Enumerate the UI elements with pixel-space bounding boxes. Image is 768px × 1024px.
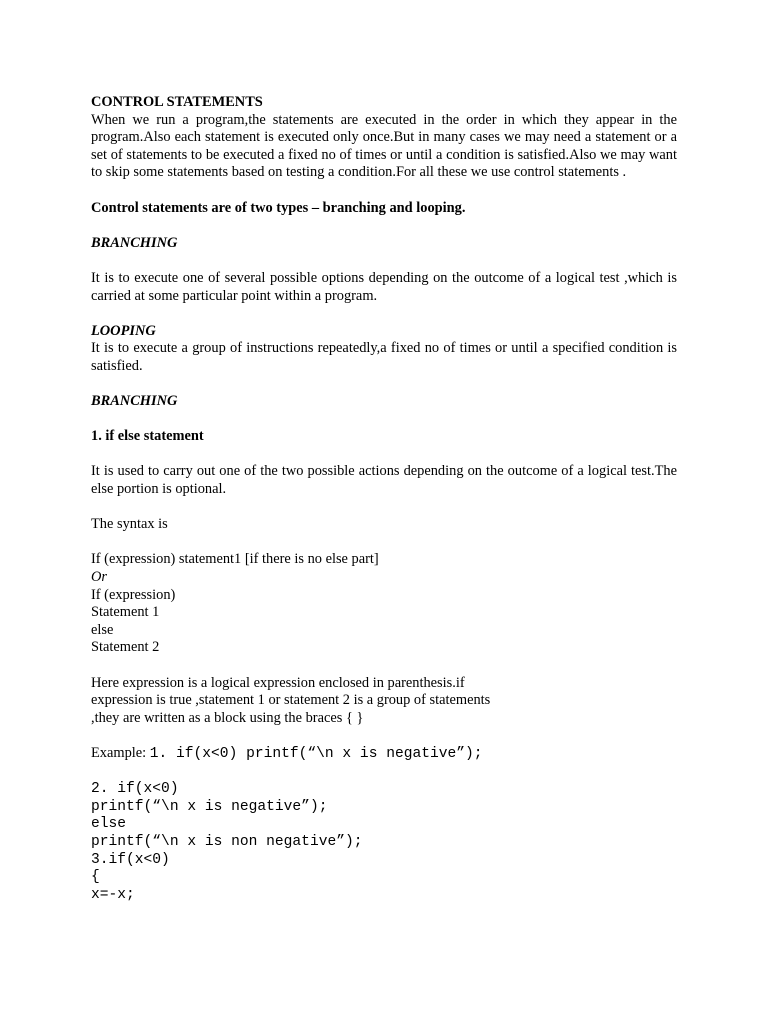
explanation-line-1: Here expression is a logical expression enclosed in parenthesis.if [91,674,465,691]
example-2-line-1: 2. if(x<0) [91,781,179,798]
example-1-code: 1. if(x<0) printf(“\n x is negative”); [149,745,483,762]
example-2-line-4: printf(“\n x is non negative”); [91,833,363,850]
example-3-line-3: x=-x; [91,886,135,903]
looping-paragraph: It is to execute a group of instructions repeatedly,a fixed no of times or until a specified condition is satisfied. [91,340,677,374]
syntax-or: Or [91,569,107,586]
syntax-line-2: If (expression) [91,586,176,603]
example-3-line-1: 3.if(x<0) [91,851,170,868]
syntax-intro: The syntax is [91,516,168,533]
document-title: CONTROL STATEMENTS [91,94,263,110]
example-2-line-3: else [91,816,127,833]
types-line: Control statements are of two types – branching and looping. [91,199,466,216]
branching-heading: BRANCHING [91,234,178,251]
syntax-line-3: Statement 1 [91,604,160,621]
syntax-line-4: else [91,621,114,638]
looping-heading: LOOPING [91,322,156,339]
explanation-line-2: expression is true ,statement 1 or statement 2 is a group of statements [91,692,491,709]
if-else-paragraph: It is used to carry out one of the two possible actions depending on the outcome of a logical test.The else portion is optional. [91,463,677,498]
example-line [91,745,677,764]
explanation-line-3: ,they are written as a block using the braces { } [91,709,364,726]
branching-paragraph: It is to execute one of several possible options depending on the outcome of a logical test ,which is carried at some particular point within a program. [91,269,677,304]
example-3-line-2: { [91,869,100,886]
if-else-heading: 1. if else statement [91,428,204,445]
intro-paragraph: When we run a program,the statements are executed in the order in which they appear in the program.Also each statement is executed only once.But in many cases we may need a statement or a set of statements to be executed a fixed no of times or until a condition is satisfied.Also we may want to skip some statements based on testing a condition.For all these we use control statements . [91,111,677,181]
document-page [91,94,677,904]
syntax-line-5: Statement 2 [91,639,160,656]
branching-heading-2: BRANCHING [91,393,178,410]
example-label: Example: [91,744,150,761]
example-2-line-2: printf(“\n x is negative”); [91,798,328,815]
syntax-line-1: If (expression) statement1 [if there is no else part] [91,551,379,568]
